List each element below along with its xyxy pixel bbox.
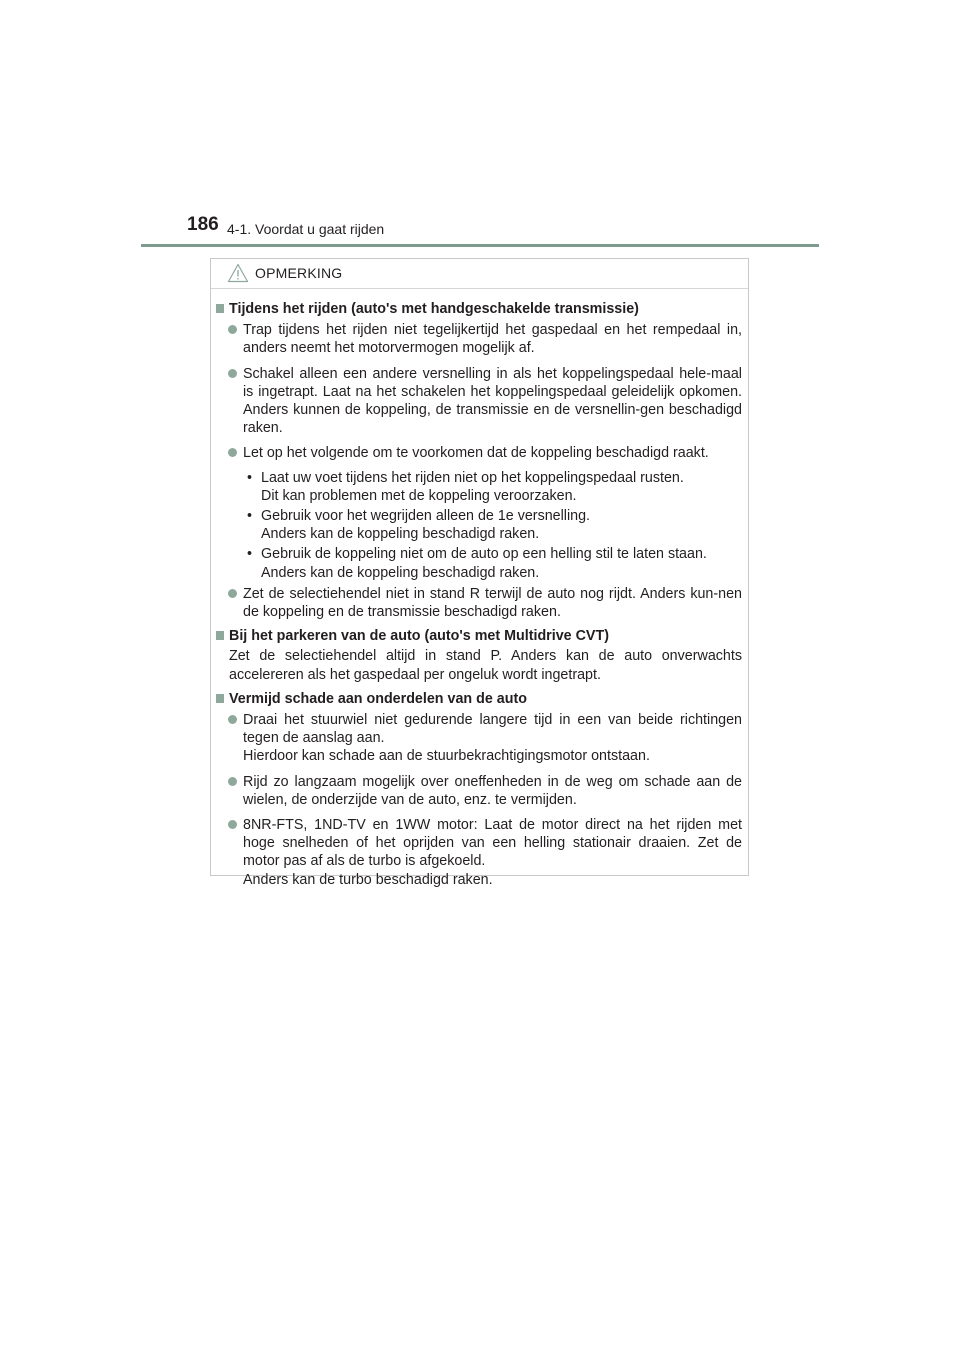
notice-content (211, 289, 748, 889)
list-item-text: 8NR-FTS, 1ND-TV en 1WW motor: Laat de motor direct na het rijden met hoge snelheden of het oprijden van een helling stationair draaien. Zet de motor pas af als de turbo is afgekoeld. (243, 817, 742, 870)
list-item-text: Trap tijdens het rijden niet tegelijkertijd het gaspedaal en het rempedaal in, anders neemt het motorvermogen mogelijk af. (243, 322, 742, 357)
circle-bullet-icon (228, 448, 237, 457)
list-item (216, 816, 742, 889)
sub-item (216, 469, 742, 505)
circle-bullet-icon (228, 715, 237, 724)
sub-item-note: Anders kan de koppeling beschadigd raken. (261, 526, 540, 543)
list-item (216, 321, 742, 357)
list-item-note: Hierdoor kan schade aan de stuurbekrachtigingsmotor ontstaan. (243, 748, 650, 765)
warning-triangle-icon (227, 263, 249, 283)
section-heading (216, 300, 742, 318)
sub-item (216, 545, 742, 581)
sub-item-text: Laat uw voet tijdens het rijden niet op het koppelingspedaal rusten. (261, 469, 684, 486)
section-heading (216, 627, 742, 645)
dot-bullet-icon: • (247, 546, 253, 563)
list-item (216, 711, 742, 766)
square-bullet-icon (216, 694, 224, 703)
sub-item-text: Gebruik voor het wegrijden alleen de 1e versnelling. (261, 508, 591, 525)
sub-item-text: Gebruik de koppeling niet om de auto op een helling stil te laten staan. (261, 546, 707, 563)
section-title: 4-1. Voordat u gaat rijden (227, 221, 385, 237)
section-heading-text: Bij het parkeren van de auto (auto's met Multidrive CVT) (229, 628, 609, 645)
page-number: 186 (187, 214, 219, 235)
notice-header (211, 259, 748, 289)
list-item-text: Schakel alleen een andere versnelling in als het koppelingspedaal hele-maal is ingetrapt. Laat na het schakelen het koppelingspedaal geleidelijk opkomen. Anders kunnen de koppeling, de transmissie en de versnellin-gen beschadigd raken. (243, 365, 742, 437)
notice-title: OPMERKING (255, 265, 343, 281)
dot-bullet-icon: • (247, 508, 253, 525)
sub-item-note: Dit kan problemen met de koppeling veroorzaken. (261, 487, 577, 504)
section-paragraph: Zet de selectiehendel altijd in stand P. Anders kan de auto onverwachts accelereren als het gaspedaal per ongeluk wordt ingetrapt. (229, 648, 742, 683)
sub-item (216, 507, 742, 543)
page-header (141, 214, 819, 248)
header-rule (141, 244, 819, 247)
list-item (216, 773, 742, 809)
circle-bullet-icon (228, 820, 237, 829)
circle-bullet-icon (228, 777, 237, 786)
section-heading (216, 690, 742, 708)
list-item (216, 365, 742, 438)
list-item-text: Let op het volgende om te voorkomen dat de koppeling beschadigd raakt. (243, 445, 709, 462)
circle-bullet-icon (228, 325, 237, 334)
list-item-note: Anders kan de turbo beschadigd raken. (243, 871, 493, 888)
section-heading-text: Vermijd schade aan onderdelen van de auto (229, 690, 527, 707)
square-bullet-icon (216, 304, 224, 313)
circle-bullet-icon (228, 589, 237, 598)
list-item-text: Rijd zo langzaam mogelijk over oneffenheden in de weg om schade aan de wielen, de onderzijde van de auto, enz. te vermijden. (243, 773, 742, 808)
sub-item-note: Anders kan de koppeling beschadigd raken. (261, 564, 540, 581)
list-item-text: Draai het stuurwiel niet gedurende langere tijd in een van beide richtingen tegen de aanslag aan. (243, 712, 742, 747)
dot-bullet-icon: • (247, 469, 253, 486)
section-heading-text: Tijdens het rijden (auto's met handgeschakelde transmissie) (229, 301, 639, 317)
list-item (216, 585, 742, 621)
square-bullet-icon (216, 631, 224, 640)
list-item-text: Zet de selectiehendel niet in stand R terwijl de auto nog rijdt. Anders kun-nen de koppeling en de transmissie beschadigd raken. (243, 585, 742, 621)
circle-bullet-icon (228, 369, 237, 378)
list-item (216, 444, 742, 462)
notice-box (210, 258, 749, 888)
